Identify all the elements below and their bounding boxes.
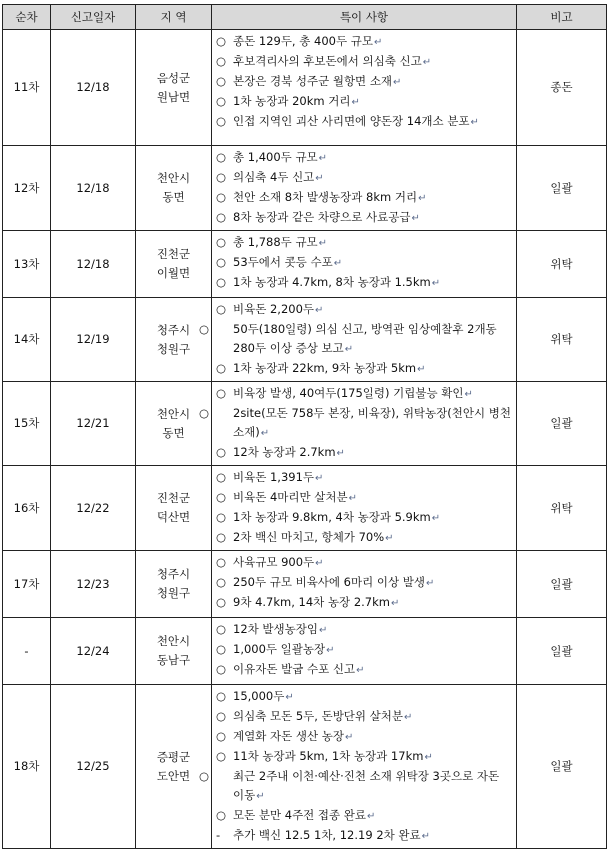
note-text: 인접 지역인 괴산 사리면에 양돈장 14개소 분포 (233, 114, 470, 128)
seq-cell: 18차 (3, 685, 51, 849)
notes-cell (212, 30, 517, 146)
region-cell (136, 551, 212, 618)
header-remark: 비고 (517, 5, 607, 30)
note-item (216, 826, 512, 846)
note-item (216, 148, 512, 168)
note-text: 사육규모 900두 (233, 555, 315, 569)
bullet-icon: ○ (216, 622, 227, 636)
note-text: 50두(180일령) 의심 신고, 방역관 임상예찰후 2개동 280두 이상 증상 보고 (233, 322, 497, 355)
return-mark-icon: ↵ (315, 305, 324, 316)
header-notes: 특이 사항 (212, 5, 517, 30)
note-text: 250두 규모 비육사에 6마리 이상 발생 (233, 575, 425, 589)
return-mark-icon: ↵ (333, 258, 343, 269)
seq-cell: 11차 (3, 30, 51, 146)
note-item (199, 767, 512, 806)
note-text: 1,000두 일괄농장 (233, 642, 326, 656)
return-mark-icon: ↵ (336, 448, 345, 459)
bullet-icon: ○ (216, 190, 227, 204)
bullet-icon: ○ (216, 530, 227, 544)
bullet-icon: ○ (216, 709, 227, 723)
return-mark-icon: ↵ (256, 791, 265, 802)
bullet-icon: ○ (216, 114, 227, 128)
note-item (216, 208, 512, 228)
bullet-icon: ○ (199, 322, 210, 336)
notes-cell (212, 231, 517, 298)
header-row (3, 5, 607, 30)
return-mark-icon: ↵ (344, 732, 354, 743)
note-item (216, 300, 512, 320)
table-row (3, 685, 607, 849)
note-text: 53두에서 콧등 수포 (233, 255, 333, 269)
date-cell: 12/18 (51, 146, 136, 231)
return-mark-icon: ↵ (285, 692, 294, 703)
table-row (3, 231, 607, 298)
return-mark-icon: ↵ (351, 97, 360, 108)
notes-cell (212, 618, 517, 685)
header-region: 지 역 (136, 5, 212, 30)
region-line: 덕산면 (156, 510, 191, 524)
note-text: 총 1,400두 규모 (233, 150, 318, 164)
note-text: 9차 4.7km, 14차 농장 2.7km (233, 595, 390, 609)
date-cell: 12/25 (51, 685, 136, 849)
note-text: 본장은 경북 성주군 월항면 소재 (233, 74, 393, 88)
outbreak-report-table (2, 4, 607, 849)
note-text: 천안 소재 8차 발생농장과 8km 거리 (233, 190, 418, 204)
seq-cell: - (3, 618, 51, 685)
return-mark-icon: ↵ (385, 533, 394, 544)
date-cell: 12/23 (51, 551, 136, 618)
note-item (216, 747, 512, 767)
note-text: 15,000두 (233, 689, 285, 703)
note-text: 추가 백신 12.5 1차, 12.19 2차 완료 (233, 828, 421, 842)
region-line: 청원구 (156, 586, 191, 600)
remark-cell: 일괄 (517, 551, 607, 618)
return-mark-icon: ↵ (315, 473, 324, 484)
note-text: 1차 농장과 9.8km, 4차 농장과 5.9km (233, 510, 431, 524)
note-text: 최근 2주내 이천·예산·진천 소재 위탁장 3곳으로 자돈 이동 (233, 769, 500, 802)
note-item (216, 806, 512, 826)
bullet-icon: ○ (199, 406, 210, 420)
table-row (3, 146, 607, 231)
note-text: 12차 농장과 2.7km (233, 445, 336, 459)
note-text: 비육돈 1,391두 (233, 470, 315, 484)
region-line: 음성군 (156, 70, 191, 85)
return-mark-icon: ↵ (356, 665, 365, 676)
note-item (216, 640, 512, 660)
return-mark-icon: ↵ (422, 57, 432, 68)
bullet-icon: ○ (216, 595, 227, 609)
table-row (3, 382, 607, 466)
region-cell (136, 231, 212, 298)
bullet-icon: ○ (216, 689, 227, 703)
bullet-icon: ○ (216, 808, 227, 822)
note-item (216, 273, 512, 293)
note-text: 11차 농장과 5km, 1차 농장과 17km (233, 749, 424, 763)
region-cell (136, 618, 212, 685)
return-mark-icon: ↵ (417, 364, 426, 375)
bullet-icon: ○ (216, 361, 227, 375)
region-line: 진천군 (156, 491, 191, 505)
note-text: 의심축 모돈 5두, 돈방단위 살처분 (233, 709, 404, 723)
table-row (3, 30, 607, 146)
note-text: 이유자돈 발굽 수포 신고 (233, 662, 356, 676)
return-mark-icon: ↵ (404, 712, 413, 723)
table-row (3, 551, 607, 618)
note-text: 비육장 발생, 40여두(175일령) 기립불능 확인 (233, 386, 464, 400)
return-mark-icon: ↵ (424, 752, 433, 763)
header-date: 신고일자 (51, 5, 136, 30)
note-item (199, 320, 512, 359)
bullet-icon: - (216, 828, 221, 842)
region-line: 청주시 (156, 567, 191, 581)
note-text: 1차 농장과 4.7km, 8차 농장과 1.5km (233, 275, 431, 289)
bullet-icon: ○ (216, 490, 227, 504)
region-line: 이월면 (156, 266, 191, 280)
date-cell: 12/22 (51, 466, 136, 551)
notes-cell (212, 551, 517, 618)
region-line: 진천군 (156, 247, 191, 261)
bullet-icon: ○ (216, 749, 227, 763)
remark-cell: 위탁 (517, 466, 607, 551)
region-line: 도안면 (156, 768, 191, 783)
bullet-icon: ○ (216, 575, 227, 589)
region-line: 동면 (162, 190, 185, 204)
bullet-icon: ○ (216, 34, 227, 48)
date-cell: 12/18 (51, 30, 136, 146)
seq-cell: 17차 (3, 551, 51, 618)
note-text: 후보격리사의 후보돈에서 의심축 신고 (233, 54, 422, 68)
table-body (3, 30, 607, 849)
note-item (216, 233, 512, 253)
bullet-icon: ○ (216, 74, 227, 88)
return-mark-icon: ↵ (318, 153, 328, 164)
remark-cell: 일괄 (517, 618, 607, 685)
return-mark-icon: ↵ (411, 213, 420, 224)
date-cell: 12/18 (51, 231, 136, 298)
note-text: 의심축 4두 신고 (233, 170, 315, 184)
note-item (216, 727, 512, 747)
bullet-icon: ○ (216, 210, 227, 224)
note-item (216, 253, 512, 273)
seq-cell: 13차 (3, 231, 51, 298)
note-item (216, 573, 512, 593)
note-text: 종돈 129두, 총 400두 규모 (233, 34, 373, 48)
region-line: 청원구 (156, 341, 191, 356)
remark-cell: 일괄 (517, 685, 607, 849)
note-text: 비육돈 2,200두 (233, 302, 315, 316)
note-text: 계열화 자돈 생산 농장 (233, 729, 344, 743)
note-text: 비육돈 4마리만 살처분 (233, 490, 348, 504)
return-mark-icon: ↵ (348, 493, 357, 504)
region-line: 천안시 (156, 634, 191, 648)
region-cell (136, 146, 212, 231)
return-mark-icon: ↵ (260, 428, 270, 439)
date-cell: 12/24 (51, 618, 136, 685)
bullet-icon: ○ (216, 729, 227, 743)
region-line: 청주시 (156, 322, 191, 337)
bullet-icon: ○ (199, 769, 210, 783)
note-item (216, 707, 512, 727)
date-cell: 12/21 (51, 382, 136, 466)
return-mark-icon: ↵ (315, 558, 324, 569)
note-item (216, 528, 512, 548)
note-item (216, 72, 512, 92)
note-item (216, 687, 512, 707)
region-cell (136, 298, 212, 382)
note-text: 8차 농장과 같은 차량으로 사료공급 (233, 210, 411, 224)
note-item (216, 553, 512, 573)
return-mark-icon: ↵ (315, 173, 324, 184)
return-mark-icon: ↵ (464, 389, 473, 400)
return-mark-icon: ↵ (470, 117, 479, 128)
notes-cell (212, 146, 517, 231)
date-cell: 12/19 (51, 298, 136, 382)
note-item (216, 620, 512, 640)
remark-cell: 일괄 (517, 146, 607, 231)
remark-cell: 위탁 (517, 298, 607, 382)
table-row (3, 618, 607, 685)
bullet-icon: ○ (216, 235, 227, 249)
note-item (216, 660, 512, 680)
note-item (216, 32, 512, 52)
seq-cell: 16차 (3, 466, 51, 551)
return-mark-icon: ↵ (373, 37, 383, 48)
region-cell (136, 30, 212, 146)
note-item (216, 168, 512, 188)
note-text: 1차 농장과 20km 거리 (233, 94, 351, 108)
notes-cell (199, 382, 517, 466)
note-item (199, 404, 512, 443)
note-item (216, 188, 512, 208)
region-line: 동면 (162, 425, 185, 440)
notes-cell (199, 685, 517, 849)
note-item (216, 52, 512, 72)
bullet-icon: ○ (216, 555, 227, 569)
region-line: 천안시 (156, 406, 191, 421)
remark-cell: 일괄 (517, 382, 607, 466)
bullet-icon: ○ (216, 642, 227, 656)
region-line: 증평군 (156, 749, 191, 764)
bullet-icon: ○ (216, 170, 227, 184)
region-cell (136, 382, 212, 466)
notes-cell (212, 466, 517, 551)
bullet-icon: ○ (216, 54, 227, 68)
bullet-icon: ○ (216, 510, 227, 524)
bullet-icon: ○ (216, 275, 227, 289)
return-mark-icon: ↵ (367, 811, 376, 822)
header-seq: 순차 (3, 5, 51, 30)
note-item (216, 112, 512, 132)
bullet-icon: ○ (216, 470, 227, 484)
note-item (216, 384, 512, 404)
note-text: 12차 발생농장임 (233, 622, 318, 636)
seq-cell: 15차 (3, 382, 51, 466)
note-item (216, 488, 512, 508)
region-line: 동남구 (156, 653, 191, 667)
return-mark-icon: ↵ (393, 77, 402, 88)
seq-cell: 12차 (3, 146, 51, 231)
return-mark-icon: ↵ (318, 238, 328, 249)
seq-cell: 14차 (3, 298, 51, 382)
region-line: 천안시 (156, 171, 191, 185)
bullet-icon: ○ (216, 445, 227, 459)
remark-cell: 종돈 (517, 30, 607, 146)
table-row (3, 298, 607, 382)
region-cell (136, 466, 212, 551)
note-item (216, 359, 512, 379)
return-mark-icon: ↵ (431, 278, 441, 289)
bullet-icon: ○ (216, 302, 227, 316)
notes-cell (199, 298, 517, 382)
note-item (216, 92, 512, 112)
note-text: 모돈 분만 4주전 접종 완료 (233, 808, 367, 822)
return-mark-icon: ↵ (418, 193, 427, 204)
note-item (216, 593, 512, 613)
return-mark-icon: ↵ (326, 645, 335, 656)
table-row (3, 466, 607, 551)
return-mark-icon: ↵ (390, 598, 400, 609)
note-text: 2차 백신 마치고, 항체가 70% (233, 530, 385, 544)
note-text: 2site(모돈 758두 본장, 비육장), 위탁농장(천안시 병천 소재) (233, 406, 511, 439)
return-mark-icon: ↵ (318, 625, 328, 636)
note-text: 1차 농장과 22km, 9차 농장과 5km (233, 361, 417, 375)
note-item (216, 468, 512, 488)
bullet-icon: ○ (216, 255, 227, 269)
note-item (216, 508, 512, 528)
bullet-icon: ○ (216, 662, 227, 676)
region-line: 원남면 (156, 89, 191, 104)
return-mark-icon: ↵ (425, 578, 435, 589)
note-item (216, 443, 512, 463)
return-mark-icon: ↵ (431, 513, 441, 524)
remark-cell: 위탁 (517, 231, 607, 298)
return-mark-icon: ↵ (421, 831, 431, 842)
bullet-icon: ○ (216, 150, 227, 164)
return-mark-icon: ↵ (344, 344, 354, 355)
bullet-icon: ○ (216, 386, 227, 400)
bullet-icon: ○ (216, 94, 227, 108)
note-text: 총 1,788두 규모 (233, 235, 318, 249)
